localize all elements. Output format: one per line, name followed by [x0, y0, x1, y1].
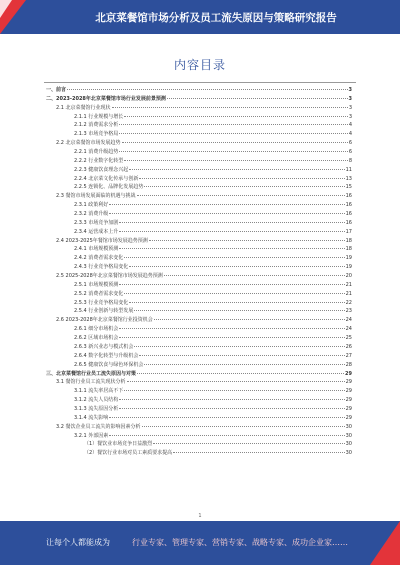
- toc-leader-dots: [154, 319, 345, 320]
- toc-entry-title: 2.5.4 行业创新与转型发展: [74, 308, 134, 315]
- toc-leader-dots: [112, 107, 348, 108]
- toc-entry[interactable]: [46, 378, 352, 387]
- toc-entry[interactable]: [46, 254, 352, 263]
- toc-entry-title: 2.3 餐馆市场发展面临的机遇与挑战: [56, 193, 136, 200]
- toc-entry-title: 2.4.2 消费者需求变化: [74, 255, 124, 262]
- toc-entry[interactable]: [46, 192, 352, 201]
- toc-leader-dots: [124, 160, 348, 161]
- toc-entry-page: 30: [345, 450, 352, 457]
- toc-leader-dots: [144, 186, 344, 187]
- toc-entry[interactable]: [46, 440, 352, 449]
- toc-leader-dots: [119, 133, 348, 134]
- toc-entry-page: 17: [345, 228, 352, 235]
- toc-entry-page: 21: [345, 281, 352, 288]
- toc-entry-title: 2.3.3 市场竞争加剧: [74, 219, 119, 226]
- toc-entry[interactable]: [46, 414, 352, 423]
- toc-entry-page: 3: [348, 87, 352, 93]
- toc-entry-page: 21: [345, 290, 352, 297]
- toc-leader-dots: [139, 355, 344, 356]
- toc-leader-dots: [124, 293, 344, 294]
- toc-entry-page: 29: [345, 405, 352, 412]
- toc-leader-dots: [129, 266, 344, 267]
- toc-entry-title: 2.6.5 健康饮食与绿色环保机会: [74, 361, 144, 368]
- toc-entry-title: 3.1 餐馆行业员工流失现状分析: [56, 379, 126, 386]
- footer-red-slash: [370, 521, 400, 565]
- toc-entry-title: 三、北京菜餐馆行业员工流失原因与对策: [46, 370, 137, 377]
- toc-entry-page: 29: [345, 397, 352, 404]
- toc-leader-dots: [134, 346, 344, 347]
- toc-entry[interactable]: [46, 130, 352, 139]
- toc-leader-dots: [67, 89, 348, 90]
- toc-entry-page: 3: [348, 104, 352, 111]
- toc-entry-page: 20: [345, 273, 352, 280]
- toc-leader-dots: [137, 195, 345, 196]
- toc-entry-title: 2.2.1 消费升级趋势: [74, 149, 119, 156]
- toc-leader-dots: [149, 240, 345, 241]
- toc-entry-page: 4: [348, 122, 352, 129]
- toc-leader-dots: [139, 178, 344, 179]
- toc-entry-title: 2.3.4 运营成本上升: [74, 228, 119, 235]
- toc-entry[interactable]: [46, 201, 352, 210]
- toc-entry-page: 22: [345, 299, 352, 306]
- toc-leader-dots: [109, 204, 344, 205]
- toc-entry[interactable]: [46, 95, 352, 104]
- toc-entry-title: 2.2.4 北京菜文化传承与创新: [74, 175, 139, 182]
- toc-entry[interactable]: [46, 121, 352, 130]
- toc-entry-page: 19: [345, 264, 352, 271]
- toc-entry[interactable]: [46, 263, 352, 272]
- toc-entry[interactable]: [46, 396, 352, 405]
- toc-leader-dots: [137, 373, 344, 374]
- toc-entry[interactable]: [46, 432, 352, 441]
- toc-entry-page: 6: [348, 149, 352, 156]
- toc-leader-dots: [129, 302, 344, 303]
- toc-entry[interactable]: [46, 334, 352, 343]
- toc-entry-title: （2）餐饮行业市场对员工素质要求提高: [84, 450, 173, 457]
- toc-entry[interactable]: [46, 449, 352, 458]
- toc-leader-dots: [119, 124, 348, 125]
- toc-entry-title: 3.1.2 流失人员结构: [74, 397, 119, 404]
- toc-entry-page: 29: [345, 388, 352, 395]
- toc-leader-dots: [109, 417, 344, 418]
- toc-entry-title: 2.5.3 行业竞争格局变化: [74, 299, 129, 306]
- toc-entry-page: 15: [345, 184, 352, 191]
- toc-leader-dots: [134, 310, 344, 311]
- toc-entry-page: 30: [345, 441, 352, 448]
- toc-entry-title: 2.2 北京菜餐馆市场发展趋势: [56, 140, 121, 147]
- toc-entry[interactable]: [46, 245, 352, 254]
- toc-entry[interactable]: [46, 104, 352, 113]
- toc-entry-title: 2.2.3 健康饮食理念兴起: [74, 166, 129, 173]
- toc-entry-page: 28: [345, 361, 352, 368]
- toc-entry-page: 16: [345, 202, 352, 209]
- toc-entry[interactable]: [46, 139, 352, 148]
- toc-entry-title: 3.1.4 流失影响: [74, 414, 109, 421]
- toc-entry[interactable]: [46, 307, 352, 316]
- toc-leader-dots: [144, 364, 344, 365]
- toc-entry-page: 27: [345, 352, 352, 359]
- toc-entry[interactable]: [46, 387, 352, 396]
- toc-entry-title: 2.1 北京菜餐馆行业现状: [56, 104, 111, 111]
- toc-leader-dots: [119, 222, 344, 223]
- toc-entry-title: 2.2.5 连锁化、品牌化发展趋势: [74, 184, 144, 191]
- toc-heading: 内容目录: [173, 58, 226, 72]
- header-white-accent: [0, 0, 12, 18]
- toc-leader-dots: [119, 328, 344, 329]
- toc-entry-page: 16: [345, 193, 352, 200]
- toc-leader-dots: [124, 390, 344, 391]
- toc-entry-page: 4: [348, 131, 352, 138]
- toc-entry-title: 2.5.1 市场规模预测: [74, 281, 119, 288]
- toc-entry[interactable]: [46, 290, 352, 299]
- toc-entry-page: 24: [345, 326, 352, 333]
- footer-slogan-right: 行业专家、管理专家、营销专家、战略专家、成功企业家……: [132, 538, 348, 547]
- toc-entry-page: 16: [345, 211, 352, 218]
- toc-entry-title: 3.2 餐饮企业员工流失的影响因素分析: [56, 423, 141, 430]
- toc-entry[interactable]: [46, 405, 352, 414]
- toc-entry-page: 29: [345, 370, 352, 377]
- toc-entry-title: 2.6.3 新兴业态与模式机会: [74, 343, 134, 350]
- toc-entry-title: 3.1.1 流失率居高不下: [74, 388, 124, 395]
- toc-entry-title: 2.2.2 行业数字化转型: [74, 157, 124, 164]
- toc-leader-dots: [119, 284, 344, 285]
- toc-leader-dots: [142, 426, 345, 427]
- toc-entry-page: 26: [345, 343, 352, 350]
- toc-entry-title: 3.2.1 外部因素: [74, 432, 109, 439]
- toc-entry-title: 2.3.2 消费升级: [74, 211, 109, 218]
- toc-leader-dots: [164, 275, 345, 276]
- toc-entry[interactable]: [46, 423, 352, 432]
- toc-leader-dots: [119, 231, 344, 232]
- toc-entry[interactable]: [46, 157, 352, 166]
- toc-divider: [44, 82, 356, 83]
- toc-entry-title: 2.4.3 行业竞争格局变化: [74, 264, 129, 271]
- toc-entry-title: 2.5.2 消费者需求变化: [74, 290, 124, 297]
- toc-entry-title: （1）餐饮业市场竞争日益激烈: [84, 441, 153, 448]
- toc-entry[interactable]: [46, 228, 352, 237]
- toc-leader-dots: [119, 408, 344, 409]
- toc-leader-dots: [124, 116, 348, 117]
- toc-entry-title: 2.4 2023-2025年餐馆市场发展趋势预测: [56, 237, 148, 244]
- toc-leader-dots: [109, 435, 344, 436]
- toc-leader-dots: [119, 248, 344, 249]
- toc-entry[interactable]: [46, 343, 352, 352]
- toc-leader-dots: [109, 213, 344, 214]
- toc-entry-page: 25: [345, 335, 352, 342]
- toc-entry[interactable]: [46, 272, 352, 281]
- toc-leader-dots: [173, 452, 344, 453]
- toc-entry-title: 二、2023-2028年北京菜餐馆市场行业发展前景预测: [46, 95, 166, 102]
- toc-leader-dots: [124, 257, 344, 258]
- toc-entry-page: 3: [348, 95, 352, 102]
- toc-entry[interactable]: [46, 325, 352, 334]
- toc-leader-dots: [127, 381, 345, 382]
- toc-entry[interactable]: [46, 219, 352, 228]
- toc-entry-page: 29: [345, 379, 352, 386]
- toc-entry-page: 13: [345, 175, 352, 182]
- toc-entry-page: 24: [345, 317, 352, 324]
- toc-entry-page: 8: [348, 157, 352, 164]
- toc-entry-title: 2.1.2 消费需求分析: [74, 122, 119, 129]
- toc-entry[interactable]: [46, 113, 352, 122]
- toc-entry-page: 30: [345, 432, 352, 439]
- toc-entry-page: 19: [345, 255, 352, 262]
- toc-leader-dots: [129, 169, 344, 170]
- toc-leader-dots: [167, 98, 348, 99]
- toc-entry-title: 2.6.4 数字化转型与升级机会: [74, 352, 139, 359]
- toc-entry-title: 2.1.3 市场竞争格局: [74, 131, 119, 138]
- toc-leader-dots: [119, 151, 348, 152]
- footer-slogan-left: 让每个人都能成为: [46, 538, 110, 547]
- toc-leader-dots: [153, 443, 344, 444]
- toc-entry-page: 3: [348, 113, 352, 120]
- footer-band: [0, 521, 400, 565]
- toc-entry-page: 29: [345, 414, 352, 421]
- toc-entry[interactable]: [46, 237, 352, 246]
- toc-entry[interactable]: [46, 166, 352, 175]
- toc-leader-dots: [122, 142, 348, 143]
- toc-entry-title: 2.1.1 行业规模与增长: [74, 113, 124, 120]
- toc-entry-page: 30: [345, 423, 352, 430]
- toc-entry-title: 3.1.3 流失原因分析: [74, 405, 119, 412]
- toc-entry[interactable]: [46, 316, 352, 325]
- toc-entry[interactable]: [46, 148, 352, 157]
- toc-entry-title: 2.5 2025-2028年北京菜餐馆市场发展趋势预测: [56, 273, 163, 280]
- toc-entry[interactable]: [46, 183, 352, 192]
- toc-entry[interactable]: [46, 86, 352, 95]
- report-title: 北京菜餐馆市场分析及员工流失原因与策略研究报告: [95, 12, 337, 24]
- toc-entry-title: 2.3.1 政策利好: [74, 202, 109, 209]
- toc-leader-dots: [119, 399, 344, 400]
- toc-leader-dots: [119, 337, 344, 338]
- toc-entry-page: 18: [345, 246, 352, 253]
- toc-entry[interactable]: [46, 370, 352, 379]
- toc-entry-title: 2.4.1 市场规模预测: [74, 246, 119, 253]
- toc-entry-title: 一、前言: [46, 87, 67, 93]
- toc-entry[interactable]: [46, 361, 352, 370]
- toc-entry-title: 2.6.2 区域市场机会: [74, 335, 119, 342]
- toc-entry[interactable]: [46, 175, 352, 184]
- toc-entry[interactable]: [46, 299, 352, 308]
- toc-entry-page: 18: [345, 237, 352, 244]
- toc-entry-title: 2.6 2023-2028年北京菜餐馆行业投资机会: [56, 317, 153, 324]
- toc-entry[interactable]: [46, 281, 352, 290]
- toc-entry-title: 2.6.1 细分市场机会: [74, 326, 119, 333]
- toc-entry[interactable]: [46, 352, 352, 361]
- header-band: [0, 0, 400, 34]
- toc-entry-page: 16: [345, 219, 352, 226]
- toc-entry-page: 6: [348, 140, 352, 147]
- table-of-contents: [46, 86, 352, 458]
- toc-entry-page: 23: [345, 308, 352, 315]
- toc-entry-page: 11: [345, 166, 352, 173]
- toc-entry[interactable]: [46, 210, 352, 219]
- page-number: 1: [198, 513, 202, 519]
